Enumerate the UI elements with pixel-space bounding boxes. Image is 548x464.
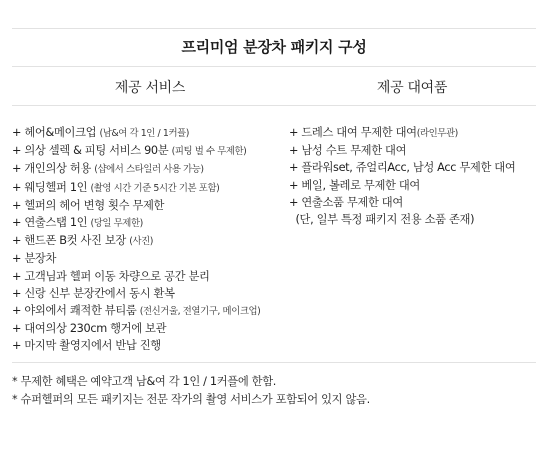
note-item: * 슈퍼헬퍼의 모든 패키지는 전문 작가의 촬영 서비스가 포함되어 있지 않음. xyxy=(12,392,370,406)
list-item: + 헤어&메이크업 (남&여 각 1인 / 1커플) xyxy=(12,126,190,139)
page-title: 프리미엄 분장차 패키지 구성 xyxy=(181,38,367,56)
services-heading: 제공 서비스 xyxy=(114,80,186,96)
list-item: + 의상 셀렉 & 피팅 서비스 90분 (피팅 벌 수 무제한) xyxy=(12,144,247,158)
note-item: * 무제한 혜택은 예약고객 남&여 각 1인 / 1커플에 한함. xyxy=(12,375,276,388)
list-item: + 분장차 xyxy=(12,252,57,266)
list-item: + 남성 수트 무제한 대여 xyxy=(289,144,407,158)
notes-divider xyxy=(12,362,536,363)
heading-divider xyxy=(12,105,536,106)
list-item: + 대여의상 230cm 행거에 보관 xyxy=(12,322,167,336)
list-item: + 핸드폰 B컷 사진 보장 (사진) xyxy=(12,234,154,248)
title-divider xyxy=(12,66,536,67)
list-item: (단, 일부 특정 패키지 전용 소품 존재) xyxy=(289,213,475,227)
list-item: + 헬퍼의 헤어 변형 횟수 무제한 xyxy=(12,198,165,212)
list-item: + 야외에서 쾌적한 뷰티룸 (전신거울, 전열기구, 메이크업) xyxy=(12,304,261,318)
list-item: + 웨딩헬퍼 1인 (촬영 시간 기준 5시간 기본 포함) xyxy=(12,180,220,194)
list-item: + 마지막 촬영지에서 반납 진행 xyxy=(12,339,161,353)
notes-list xyxy=(12,373,370,408)
list-item: + 개인의상 허용 (샵에서 스타일러 사용 가능) xyxy=(12,162,204,176)
list-item: + 드레스 대여 무제한 대여(라인무관) xyxy=(289,126,458,139)
top-divider xyxy=(12,28,536,29)
list-item: + 베일, 볼레로 무제한 대여 xyxy=(289,178,420,192)
rental-heading: 제공 대여품 xyxy=(376,80,448,96)
list-item: + 플라워set, 쥬얼리Acc, 남성 Acc 무제한 대여 xyxy=(289,161,516,175)
list-item: + 연출스탭 1인 (당일 무제한) xyxy=(12,216,143,230)
rental-list xyxy=(289,124,515,228)
list-item: + 고객님과 헬퍼 이동 차량으로 공간 분리 xyxy=(12,269,210,283)
list-item: + 연출소품 무제한 대여 xyxy=(289,195,403,209)
services-list xyxy=(12,124,260,355)
list-item: + 신랑 신부 분장칸에서 동시 환복 xyxy=(12,286,175,300)
